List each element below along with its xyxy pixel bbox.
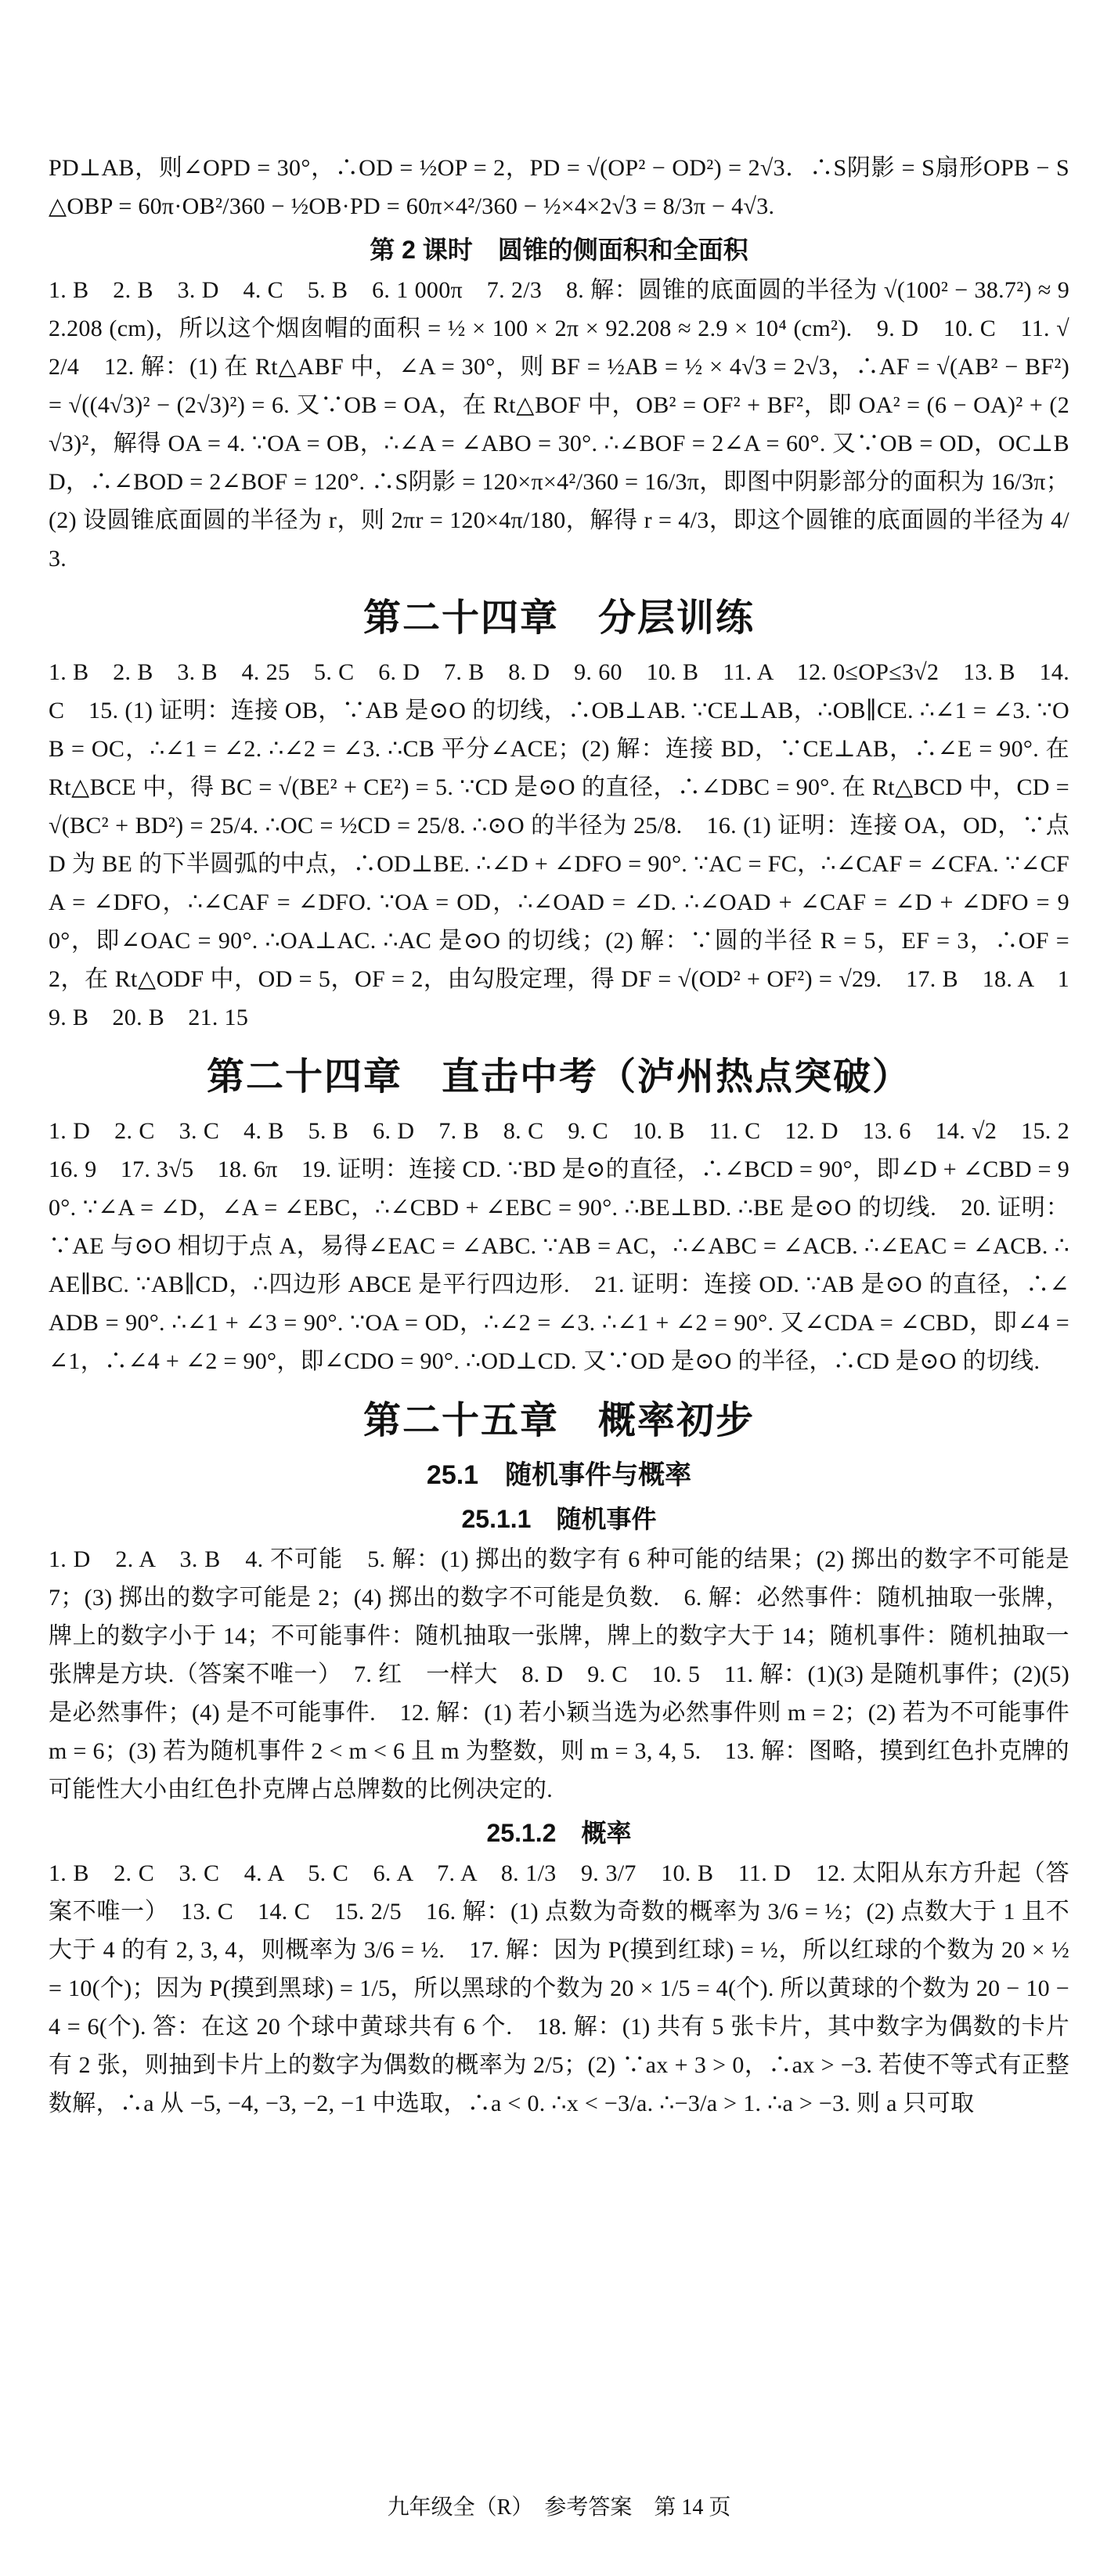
continued-solution: PD⊥AB，则∠OPD = 30°，∴OD = ½OP = 2，PD = √(OP² − OD²) = 2√3．∴S阴影 = S扇形OPB − S△OBP = 60π·OB²/360 − ½OB·PD = 60π×4²/360 − ½×4×2√3 = 8/3π − 4√3. bbox=[49, 155, 1069, 219]
section-25-1-title: 25.1 随机事件与概率 bbox=[426, 1460, 692, 1490]
subsection-25-1-1-title: 25.1.1 随机事件 bbox=[461, 1505, 657, 1533]
chapter-24-exam-answers: 1. D 2. C 3. C 4. B 5. B 6. D 7. B 8. C 9. C 10. B 11. C 12. D 13. 6 14. √2 15. 2 16. 9 17. 3√5 18. 6π 19. 证明：连接 CD. ∵BD 是⊙的直径，∴∠BCD = 90°，即∠D + ∠CBD = 90°. ∵∠A = ∠D，∠A = ∠EBC，∴∠CBD + ∠EBC = 90°. ∴BE⊥BD. ∴BE 是⊙O 的切线. 20. 证明：∵AE 与⊙O 相切于点 A，易得∠EAC = ∠ABC. ∵AB = AC，∴∠ABC = ∠ACB. ∴∠EAC = ∠ACB. ∴AE∥BC. ∵AB∥CD，∴四边形 ABCE 是平行四边形. 21. 证明：连接 OD. ∵AB 是⊙O 的直径，∴∠ADB = 90°. ∴∠1 + ∠3 = 90°. ∵OA = OD，∴∠2 = ∠3. ∴∠1 + ∠2 = 90°. 又∠CDA = ∠CBD，即∠4 = ∠1，∴∠4 + ∠2 = 90°，即∠CDO = 90°. ∴OD⊥CD. 又∵OD 是⊙O 的半径，∴CD 是⊙O 的切线. bbox=[49, 1118, 1094, 1374]
subsection-25-1-1-answers: 1. D 2. A 3. B 4. 不可能 5. 解：(1) 掷出的数字有 6 种可能的结果；(2) 掷出的数字不可能是 7；(3) 掷出的数字可能是 2；(4) 掷出的数字不可能是负数. 6. 解：必然事件：随机抽取一张牌，牌上的数字小于 14；不可能事件：随机抽取一张牌，牌上的数字大于 14；随机事件：随机抽取一张牌是方块.（答案不唯一） 7. 红 一样大 8. D 9. C 10. 5 11. 解：(1)(3) 是随机事件；(2)(5) 是必然事件；(4) 是不可能事件. 12. 解：(1) 若小颖当选为必然事件则 m = 2；(2) 若为不可能事件 m = 6；(3) 若为随机事件 2 < m < 6 且 m 为整数，则 m = 3, 4, 5. 13. 解：图略，摸到红色扑克牌的可能性大小由红色扑克牌占总牌数的比例决定的. bbox=[49, 1546, 1069, 1802]
chapter-24-layered-answers: 1. B 2. B 3. B 4. 25 5. C 6. D 7. B 8. D 9. 60 10. B 11. A 12. 0≤OP≤3√2 13. B 14. C 15. (1) 证明：连接 OB，∵AB 是⊙O 的切线，∴OB⊥AB. ∵CE⊥AB，∴OB∥CE. ∴∠1 = ∠3. ∵OB = OC，∴∠1 = ∠2. ∴∠2 = ∠3. ∴CB 平分∠ACE；(2) 解：连接 BD，∵CE⊥AB，∴∠E = 90°. 在 Rt△BCE 中，得 BC = √(BE² + CE²) = 5. ∵CD 是⊙O 的直径，∴∠DBC = 90°. 在 Rt△BCD 中，CD = √(BC² + BD²) = 25/4. ∴OC = ½CD = 25/8. ∴⊙O 的半径为 25/8. 16. (1) 证明：连接 OA，OD，∵点 D 为 BE 的下半圆弧的中点，∴OD⊥BE. ∴∠D + ∠DFO = 90°. ∵AC = FC，∴∠CAF = ∠CFA. ∵∠CFA = ∠DFO，∴∠CAF = ∠DFO. ∵OA = OD，∴∠OAD = ∠D. ∴∠OAD + ∠CAF = ∠D + ∠DFO = 90°，即∠OAC = 90°. ∴OA⊥AC. ∴AC 是⊙O 的切线；(2) 解：∵圆的半径 R = 5，EF = 3，∴OF = 2，在 Rt△ODF 中，OD = 5，OF = 2，由勾股定理，得 DF = √(OD² + OF²) = √29. 17. B 18. A 19. B 20. B 21. 15 bbox=[49, 659, 1069, 1030]
chapter-24-exam-title: 第二十四章 直击中考（泸州热点突破） bbox=[206, 1056, 911, 1098]
subsection-25-1-2-title: 25.1.2 概率 bbox=[486, 1819, 632, 1847]
lesson-2-answers: 1. B 2. B 3. D 4. C 5. B 6. 1 000π 7. 2/3 8. 解：圆锥的底面圆的半径为 √(100² − 38.7²) ≈ 92.208 (cm)，所以这个烟囱帽的面积 = ½ × 100 × 2π × 92.208 ≈ 2.9 × 10⁴ (cm²). 9. D 10. C 11. √2/4 12. 解：(1) 在 Rt△ABF 中，∠A = 30°，则 BF = ½AB = ½ × 4√3 = 2√3，∴AF = √(AB² − BF²) = √((4√3)² − (2√3)²) = 6. 又∵OB = OA，在 Rt△BOF 中，OB² = OF² + BF²，即 OA² = (6 − OA)² + (2√3)²，解得 OA = 4. ∵OA = OB，∴∠A = ∠ABO = 30°. ∴∠BOF = 2∠A = 60°. 又∵OB = OD，OC⊥BD，∴∠BOD = 2∠BOF = 120°. ∴S阴影 = 120×π×4²/360 = 16/3π，即图中阴影部分的面积为 16/3π；(2) 设圆锥底面圆的半径为 r，则 2πr = 120×4π/180，解得 r = 4/3，即这个圆锥的底面圆的半径为 4/3. bbox=[49, 277, 1069, 572]
lesson-2-title: 第 2 课时 圆锥的侧面积和全面积 bbox=[370, 236, 748, 264]
chapter-24-layered-title: 第二十四章 分层训练 bbox=[362, 597, 755, 639]
subsection-25-1-2-answers: 1. B 2. C 3. C 4. A 5. C 6. A 7. A 8. 1/3 9. 3/7 10. B 11. D 12. 太阳从东方升起（答案不唯一） 13. C 14. C 15. 2/5 16. 解：(1) 点数为奇数的概率为 3/6 = ½；(2) 点数大于 1 且不大于 4 的有 2, 3, 4，则概率为 3/6 = ½. 17. 解：因为 P(摸到红球) = ½，所以红球的个数为 20 × ½ = 10(个)；因为 P(摸到黑球) = 1/5，所以黑球的个数为 20 × 1/5 = 4(个). 所以黄球的个数为 20 − 10 − 4 = 6(个). 答：在这 20 个球中黄球共有 6 个. 18. 解：(1) 共有 5 张卡片，其中数字为偶数的卡片有 2 张，则抽到卡片上的数字为偶数的概率为 2/5；(2) ∵ax + 3 > 0，∴ax > −3. 若使不等式有正整数解，∴a 从 −5, −4, −3, −2, −1 中选取，∴a < 0. ∴x < −3/a. ∴−3/a > 1. ∴a > −3. 则 a 只可取 bbox=[49, 1860, 1069, 2116]
chapter-25-title: 第二十五章 概率初步 bbox=[362, 1400, 755, 1441]
page-footer: 九年级全（R） 参考答案 第 14 页 bbox=[387, 2495, 731, 2520]
